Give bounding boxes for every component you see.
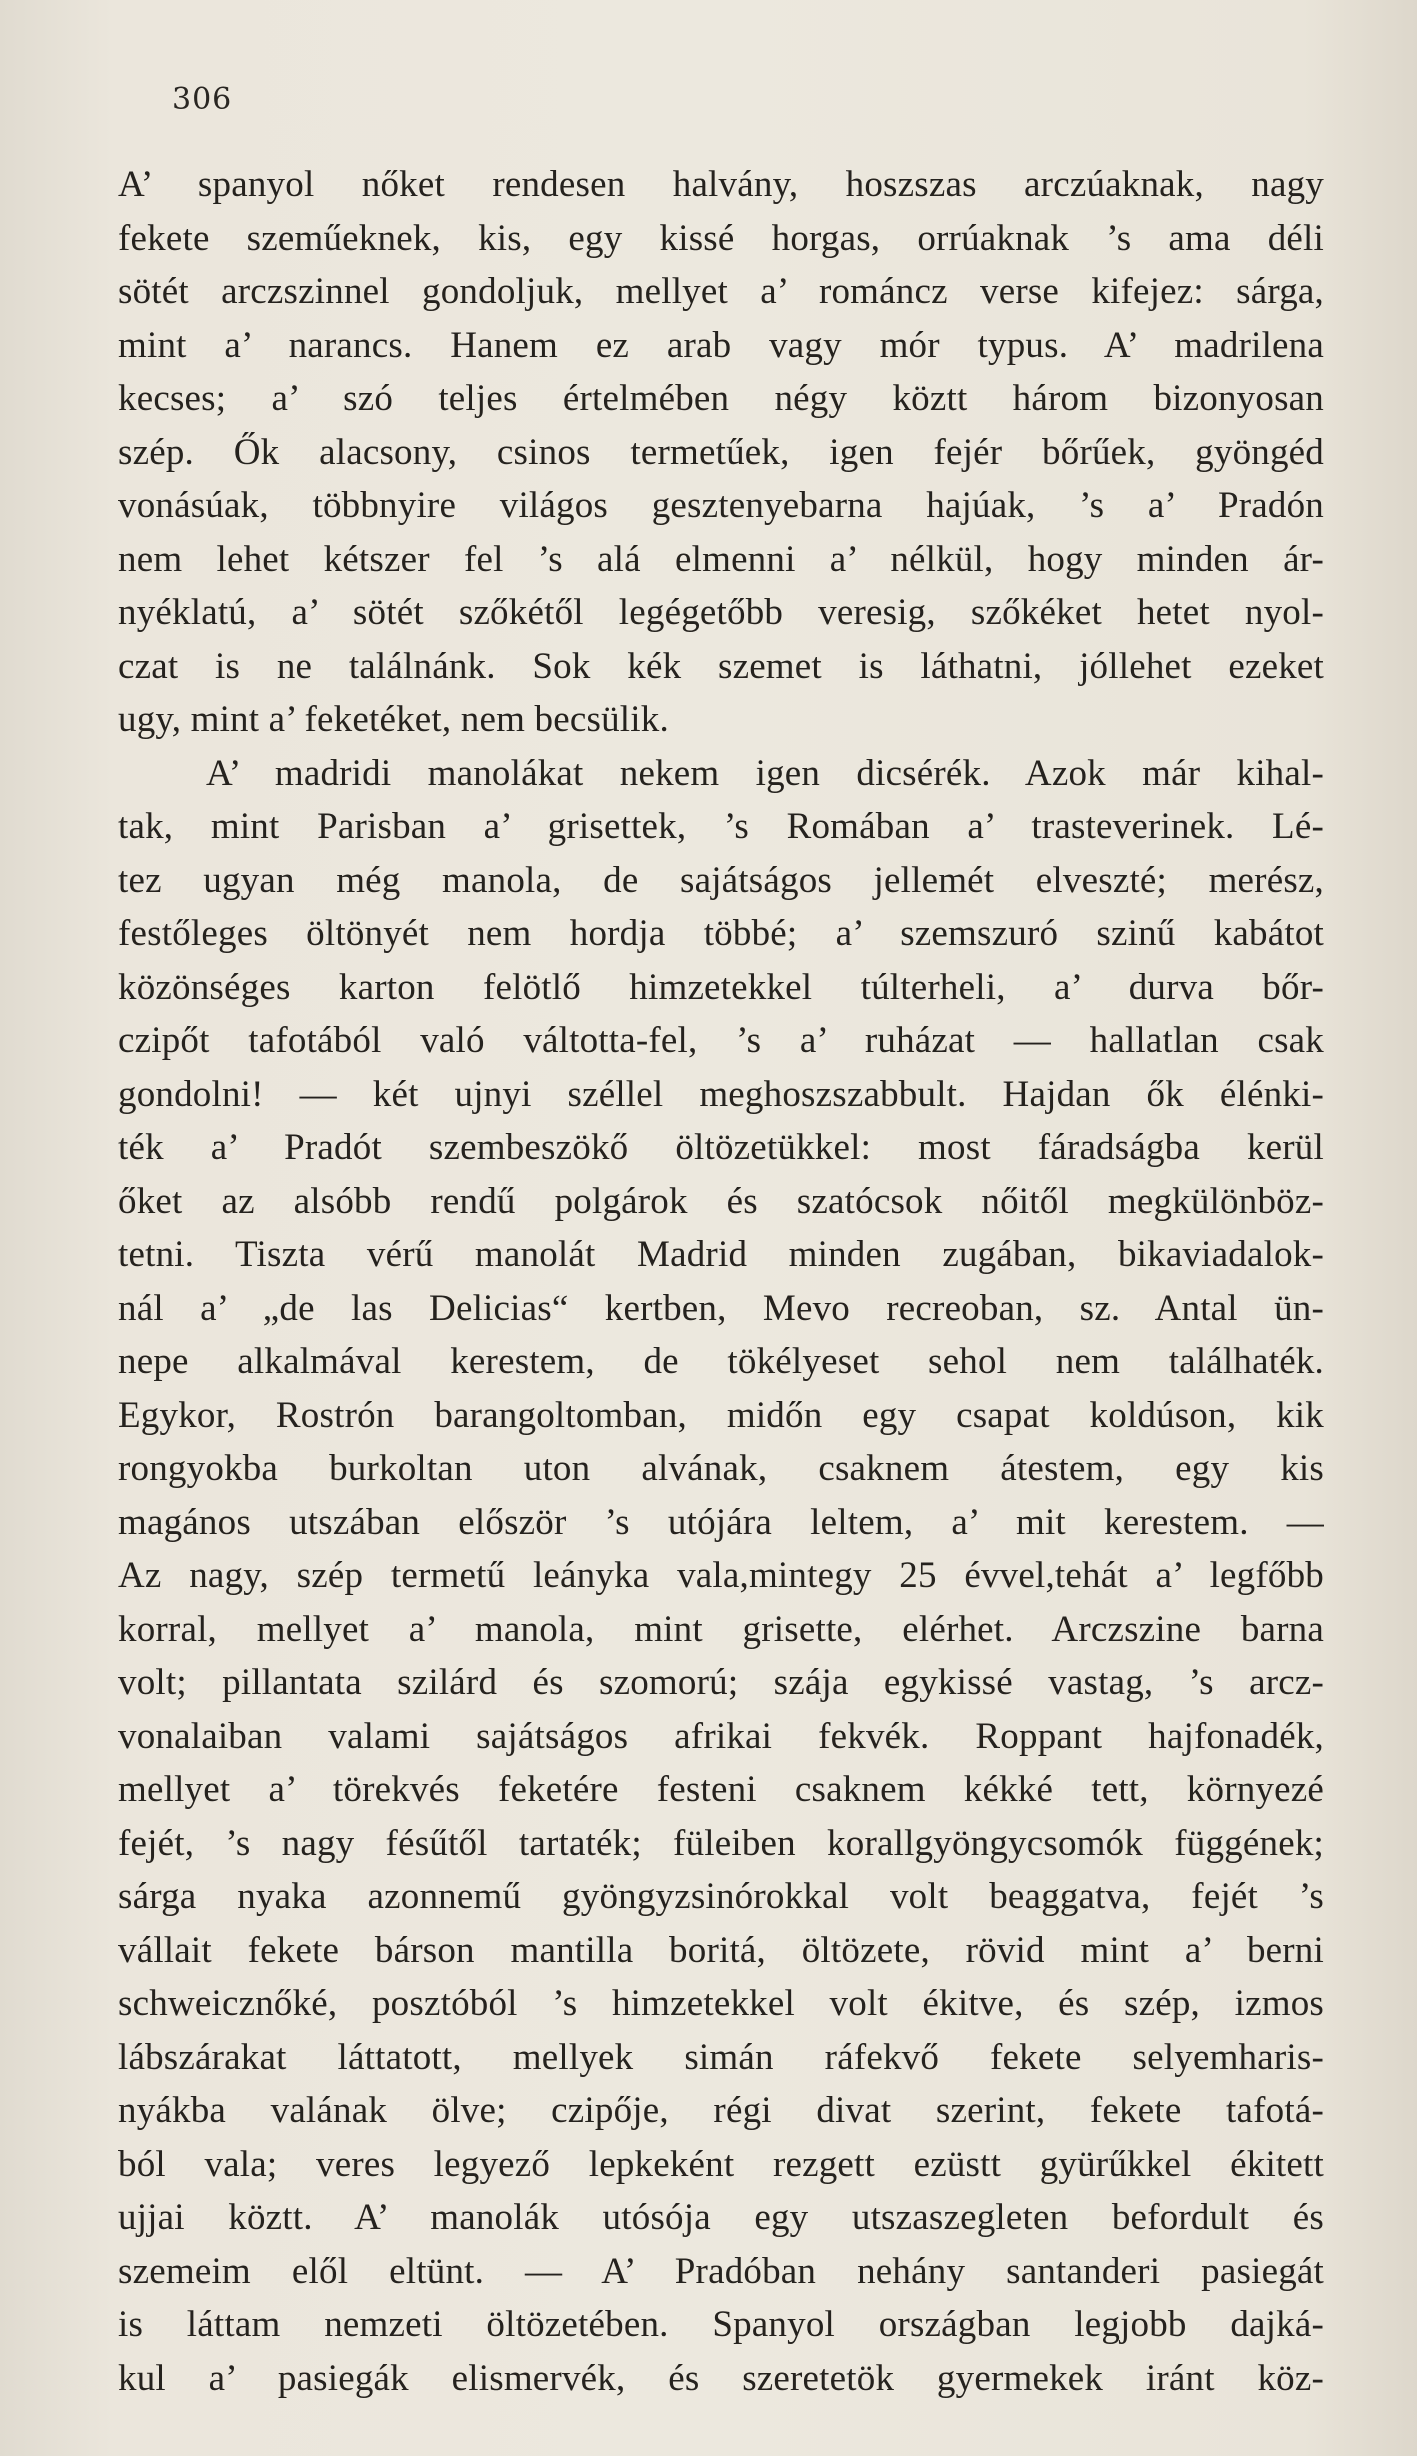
text-line: nyákba valának ölve; czipője, régi divat szerint, fekete tafotá- — [118, 2090, 1324, 2131]
text-line: is láttam nemzeti öltözetében. Spanyol országban legjobb dajká- — [118, 2304, 1324, 2345]
text-line: tez ugyan még manola, de sajátságos jellemét elveszté; merész, — [118, 859, 1324, 901]
text-line: szemeim elől eltünt. — A’ Pradóban nehány santanderi pasiegát — [118, 2250, 1324, 2292]
text-line: Az nagy, szép termetű leányka vala,mintegy 25 évvel,tehát a’ legfőbb — [118, 1555, 1324, 1596]
text-line: közönséges karton felötlő himzetekkel túlterheli, a’ durva bőr- — [118, 966, 1324, 1008]
text-line: festőleges öltönyét nem hordja többé; a’ szemszuró szinű kabátot — [118, 913, 1324, 954]
text-line: mint a’ narancs. Hanem ez arab vagy mór typus. A’ madrilena — [118, 324, 1324, 366]
text-line: tetni. Tiszta vérű manolát Madrid minden zugában, bikaviadalok- — [118, 1234, 1324, 1275]
text-line: czat is ne találnánk. Sok kék szemet is láthatni, jóllehet ezeket — [118, 645, 1324, 687]
text-line: szép. Ők alacsony, csinos termetűek, igen fejér bőrűek, gyöngéd — [118, 431, 1324, 473]
text-line: ból vala; veres legyező lepkeként rezgett ezüstt gyürűkkel ékitett — [118, 2143, 1324, 2185]
text-line: magános utszában először ’s utójára leltem, a’ mit kerestem. — — [118, 1501, 1324, 1543]
page-number: 306 — [172, 82, 233, 117]
text-line: volt; pillantata szilárd és szomorú; szája egykissé vastag, ’s arcz- — [118, 1662, 1324, 1703]
text-line: Egykor, Rostrón barangoltomban, midőn egy csapat koldúson, kik — [118, 1394, 1324, 1436]
text-line: tak, mint Parisban a’ grisettek, ’s Romában a’ trasteverinek. Lé- — [118, 806, 1324, 847]
text-line: sötét arczszinnel gondoljuk, mellyet a’ románcz verse kifejez: sárga, — [118, 271, 1324, 312]
text-line: A’ spanyol nőket rendesen halvány, hoszszas arczúaknak, nagy — [118, 164, 1324, 205]
paragraph-start-line: A’ madridi manolákat nekem igen dicsérék. Azok már kihal- — [206, 752, 1324, 794]
body-text — [118, 158, 1324, 2405]
text-line: ték a’ Pradót szembeszökő öltözetükkel: most fáradságba kerül — [118, 1127, 1324, 1168]
text-line: rongyokba burkoltan uton alvának, csaknem átestem, egy kis — [118, 1448, 1324, 1489]
text-line: nepe alkalmával kerestem, de tökélyeset sehol nem találhaték. — [118, 1341, 1324, 1382]
text-line: őket az alsóbb rendű polgárok és szatócsok nőitől megkülönböz- — [118, 1180, 1324, 1222]
text-line: vállait fekete bárson mantilla boritá, öltözete, rövid mint a’ berni — [118, 1929, 1324, 1971]
text-line: sárga nyaka azonnemű gyöngyzsinórokkal volt beaggatva, fejét ’s — [118, 1876, 1324, 1917]
text-line: kecses; a’ szó teljes értelmében négy köztt három bizonyosan — [118, 378, 1324, 419]
text-line: korral, mellyet a’ manola, mint grisette, elérhet. Arczszine barna — [118, 1608, 1324, 1650]
text-line: lábszárakat láttatott, mellyek simán ráfekvő fekete selyemharis- — [118, 2036, 1324, 2078]
text-line: mellyet a’ törekvés feketére festeni csaknem kékké tett, környezé — [118, 1769, 1324, 1810]
text-line: nál a’ „de las Delicias“ kertben, Mevo recreoban, sz. Antal ün- — [118, 1287, 1324, 1329]
text-line: nyéklatú, a’ sötét szőkétől legégetőbb veresig, szőkéket hetet nyol- — [118, 592, 1324, 633]
text-line: vonásúak, többnyire világos gesztenyebarna hajúak, ’s a’ Pradón — [118, 485, 1324, 526]
text-line: kul a’ pasiegák elismervék, és szeretetök gyermekek iránt köz- — [118, 2357, 1324, 2399]
text-line: fekete szeműeknek, kis, egy kissé horgas, orrúaknak ’s ama déli — [118, 217, 1324, 259]
text-line: gondolni! — két ujnyi széllel meghoszszabbult. Hajdan ők élénki- — [118, 1073, 1324, 1115]
text-line: ugy, mint a’ feketéket, nem becsülik. — [118, 699, 669, 740]
text-line: schweicznőké, posztóból ’s himzetekkel volt ékitve, és szép, izmos — [118, 1983, 1324, 2024]
text-line: czipőt tafotából való váltotta-fel, ’s a’ ruházat — hallatlan csak — [118, 1020, 1324, 1061]
text-line: nem lehet kétszer fel ’s alá elmenni a’ nélkül, hogy minden ár- — [118, 538, 1324, 580]
text-line: ujjai köztt. A’ manolák utósója egy utszaszegleten befordult és — [118, 2197, 1324, 2238]
text-line: fejét, ’s nagy fésűtől tartaték; füleiben korallgyöngycsomók függének; — [118, 1822, 1324, 1864]
text-line: vonalaiban valami sajátságos afrikai fekvék. Roppant hajfonadék, — [118, 1715, 1324, 1757]
